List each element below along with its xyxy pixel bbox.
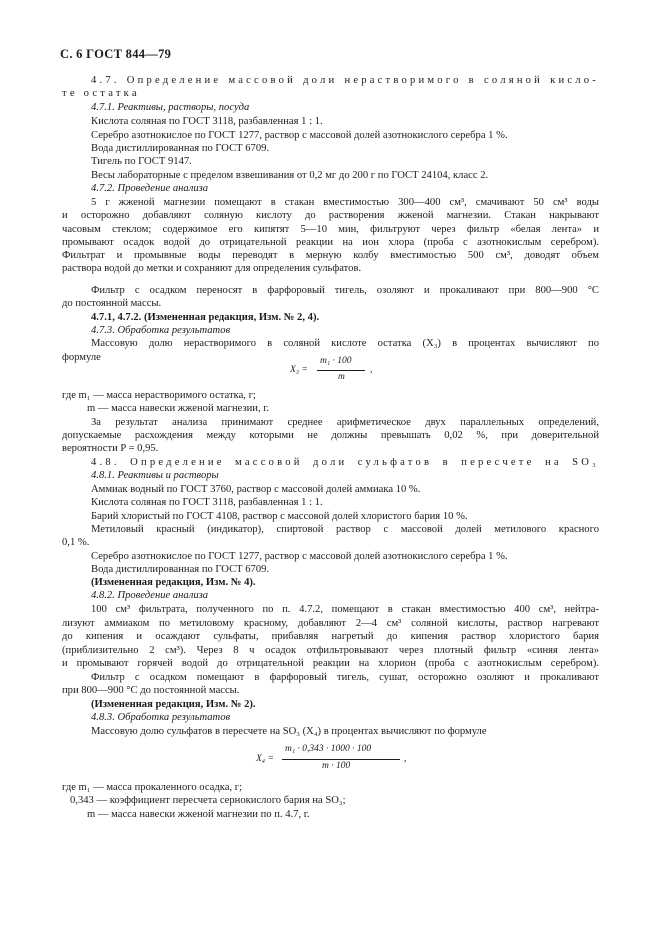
amendment-note: (Измененная редакция, Изм. № 2). bbox=[91, 699, 256, 710]
text-line: 5 г жженой магнезии помещают в стакан вместимостью 300—400 см³, смачивают 50 см³ воды bbox=[91, 197, 599, 208]
text-line: формуле bbox=[62, 352, 101, 363]
text-line: Массовую долю сульфатов в пересчете на SO₃ (X₄) в процентах вычисляют по формуле bbox=[91, 726, 487, 737]
text-line: Вода дистиллированная по ГОСТ 6709. bbox=[91, 143, 270, 154]
subsection-4-7-2: 4.7.2. Проведение анализа bbox=[91, 183, 209, 194]
amendment-note: (Измененная редакция, Изм. № 4). bbox=[91, 577, 256, 588]
text-line: (приблизительно 2 см³). Через 8 ч осадок отфильтровывают через плотный фильтр «синяя лента» bbox=[62, 645, 599, 656]
text-line: лизуют аммиаком по метиловому красному, добавляют 2—4 см³ соляной кислоты, раствор нагревают bbox=[62, 618, 599, 629]
formula-x3-denominator: m bbox=[338, 372, 345, 382]
formula-x3-lhs: X₃ = bbox=[290, 365, 308, 375]
variable-definition: 0,343 — коэффициент пересчета сернокислого бария на SO₃; bbox=[70, 795, 346, 806]
variable-definition: m — масса навески жженой магнезии по п. 4.7, г. bbox=[87, 809, 310, 820]
page-header: С. 6 ГОСТ 844—79 bbox=[60, 47, 172, 61]
text-line: Весы лабораторные с пределом взвешивания от 0,2 мг до 200 г по ГОСТ 24104, класс 2. bbox=[91, 170, 489, 181]
section-heading-4-7-cont: те остатка bbox=[62, 88, 140, 99]
text-line: Фильтр с осадком переносят в фарфоровый тигель, озоляют и прокаливают при 800—900 °С bbox=[91, 285, 599, 296]
formula-x3-numerator: m₁ · 100 bbox=[320, 356, 352, 366]
text-line: часовым стеклом; содержимое его кипятят 5—10 мин, фильтруют через фильтр «белая лента» и bbox=[62, 224, 599, 235]
text-line: 100 см³ фильтрата, полученного по п. 4.7.2, помещают в стакан вместимостью 400 см³, нейтра- bbox=[91, 604, 599, 615]
text-line: Серебро азотнокислое по ГОСТ 1277, раствор с массовой долей азотнокислого серебра 1 %. bbox=[91, 130, 508, 141]
text-line: до кипения и осаждают сульфаты, прибавляя нагретый до кипения раствор хлористого бария bbox=[62, 631, 599, 642]
formula-x3 bbox=[290, 356, 410, 386]
text-line: Барий хлористый по ГОСТ 4108, раствор с массовой долей хлористого бария 10 %. bbox=[91, 511, 468, 522]
text-line: Фильтрат и промывные воды переводят в мерную колбу вместимостью 500 см³, доводят объем bbox=[62, 250, 599, 261]
subsection-4-8-1: 4.8.1. Реактивы и растворы bbox=[91, 470, 219, 481]
text-line: Фильтр с осадком помещают в фарфоровый тигель, сушат, осторожно озоляют и прокаливают bbox=[91, 672, 599, 683]
formula-x4-lhs: X₄ = bbox=[256, 754, 274, 764]
text-line: и промывают горячей водой до отрицательной реакции на хлорион (проба с азотнокислым серебром). bbox=[62, 658, 599, 669]
subsection-4-7-1: 4.7.1. Реактивы, растворы, посуда bbox=[91, 102, 250, 113]
subsection-4-7-3: 4.7.3. Обработка результатов bbox=[91, 325, 231, 336]
text-line: раствора водой до метки и сохраняют для определения сульфатов. bbox=[62, 263, 362, 274]
formula-x3-tail: , bbox=[370, 365, 373, 375]
formula-x4-denominator: m · 100 bbox=[322, 761, 351, 771]
text-line: Метиловый красный (индикатор), спиртовой раствор с массовой долей метилового красного bbox=[91, 524, 599, 535]
subsection-4-8-3: 4.8.3. Обработка результатов bbox=[91, 712, 231, 723]
variable-definition: m — масса навески жженой магнезии, г. bbox=[87, 403, 270, 414]
variable-definition: где m₁ — масса прокаленного осадка, г; bbox=[62, 782, 243, 793]
section-heading-4-8: 4.8. Определение массовой доли сульфатов в пересчете на SO₃ bbox=[91, 457, 599, 468]
section-heading-4-7: 4.7. Определение массовой доли нерастворимого в соляной кисло- bbox=[91, 75, 599, 86]
text-line: допускаемые расхождения между которыми не должны превышать 0,02 %, при доверительной bbox=[62, 430, 599, 441]
text-line: Тигель по ГОСТ 9147. bbox=[91, 156, 192, 167]
fraction-bar bbox=[282, 759, 400, 760]
text-line: Серебро азотнокислое по ГОСТ 1277, раствор с массовой долей азотнокислого серебра 1 %. bbox=[91, 551, 508, 562]
text-line: вероятности P = 0,95. bbox=[62, 443, 159, 454]
text-line: при 800—900 °С до постоянной массы. bbox=[62, 685, 240, 696]
text-line: Кислота соляная по ГОСТ 3118, разбавленная 1 : 1. bbox=[91, 116, 323, 127]
text-line: 0,1 %. bbox=[62, 537, 90, 548]
formula-x4 bbox=[256, 744, 426, 776]
text-line: до постоянной массы. bbox=[62, 298, 162, 309]
variable-definition: где m₁ — масса нерастворимого остатка, г; bbox=[62, 390, 256, 401]
formula-x4-numerator: m₁ · 0,343 · 1000 · 100 bbox=[285, 744, 372, 754]
text-line: Кислота соляная по ГОСТ 3118, разбавленная 1 : 1. bbox=[91, 497, 323, 508]
text-line: Вода дистиллированная по ГОСТ 6709. bbox=[91, 564, 270, 575]
formula-x4-tail: , bbox=[404, 754, 407, 764]
subsection-4-8-2: 4.8.2. Проведение анализа bbox=[91, 590, 209, 601]
text-line: За результат анализа принимают среднее арифметическое двух параллельных определений, bbox=[91, 417, 599, 428]
text-line: и осторожно добавляют соляную кислоту до растворения жженой магнезии. Стакан накрывают bbox=[62, 210, 599, 221]
text-line: промывают осадок водой до отрицательной реакции на ион хлора (проба с азотнокислым серебром). bbox=[62, 237, 599, 248]
amendment-note: 4.7.1, 4.7.2. (Измененная редакция, Изм. № 2, 4). bbox=[91, 312, 320, 323]
fraction-bar bbox=[317, 370, 365, 371]
text-line: Массовую долю нерастворимого в соляной кислоте остатка (X₃) в процентах вычисляют по bbox=[91, 338, 599, 349]
text-line: Аммиак водный по ГОСТ 3760, раствор с массовой долей аммиака 10 %. bbox=[91, 484, 421, 495]
